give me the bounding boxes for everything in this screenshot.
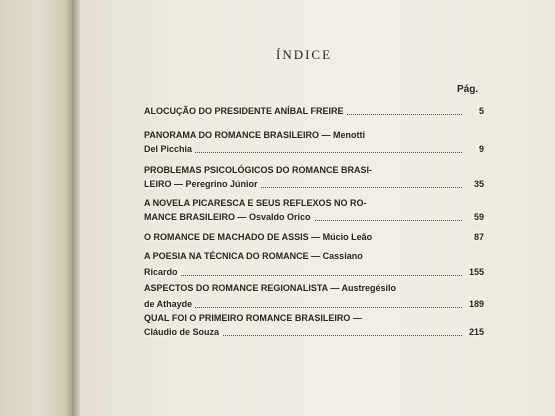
toc-entry-page: 59: [471, 210, 484, 224]
toc-entry: [144, 128, 484, 156]
toc-entry-title: PROBLEMAS PSICOLÓGICOS DO ROMANCE BRASI-: [144, 165, 373, 175]
toc-entry: [144, 249, 484, 279]
toc-entry-page: 189: [466, 297, 484, 311]
page-title: ÍNDICE: [276, 47, 333, 62]
toc-entry-title: ALOCUÇÃO DO PRESIDENTE ANÍBAL FREIRE: [144, 106, 347, 116]
toc-entry: [144, 163, 484, 191]
toc-entry-page: 155: [466, 265, 484, 279]
toc-entry: [144, 311, 484, 339]
toc-entry-title: A NOVELA PICARESCA E SEUS REFLEXOS NO RO-: [144, 198, 367, 208]
toc-entry-author: de Athayde: [144, 299, 195, 309]
toc-entry-page: 215: [466, 325, 484, 339]
toc-entry-author: Ricardo: [144, 267, 181, 277]
toc-entry-title: QUAL FOI O PRIMEIRO ROMANCE BRASILEIRO —: [144, 313, 362, 323]
toc-entry-title: A POESIA NA TÉCNICA DO ROMANCE — Cassiano: [144, 251, 363, 261]
toc-entry-author: MANCE BRASILEIRO — Osvaldo Orico: [144, 212, 314, 222]
toc-entry-title: PANORAMA DO ROMANCE BRASILEIRO — Menotti: [144, 130, 365, 140]
toc-entry-title: ASPECTOS DO ROMANCE REGIONALISTA — Austregésilo: [144, 283, 397, 293]
left-page: [0, 0, 74, 416]
toc-entry: [144, 196, 484, 224]
toc-entry-author: Del Picchia: [144, 144, 195, 154]
toc-entry-title: O ROMANCE DE MACHADO DE ASSIS — Múcio Leão: [144, 232, 375, 242]
toc-entry: [144, 230, 484, 244]
toc-entry-page: 5: [476, 104, 484, 118]
toc-entry-page: 35: [471, 177, 484, 191]
toc-entry: [144, 281, 484, 311]
toc-entry-page: 87: [471, 230, 484, 244]
toc-entry-author: Cláudio de Souza: [144, 327, 222, 337]
toc-entry-page: 9: [476, 142, 484, 156]
toc-entry-author: LEIRO — Peregrino Júnior: [144, 179, 261, 189]
page-column-label: Pág.: [457, 84, 479, 95]
toc-entry: [144, 104, 484, 118]
